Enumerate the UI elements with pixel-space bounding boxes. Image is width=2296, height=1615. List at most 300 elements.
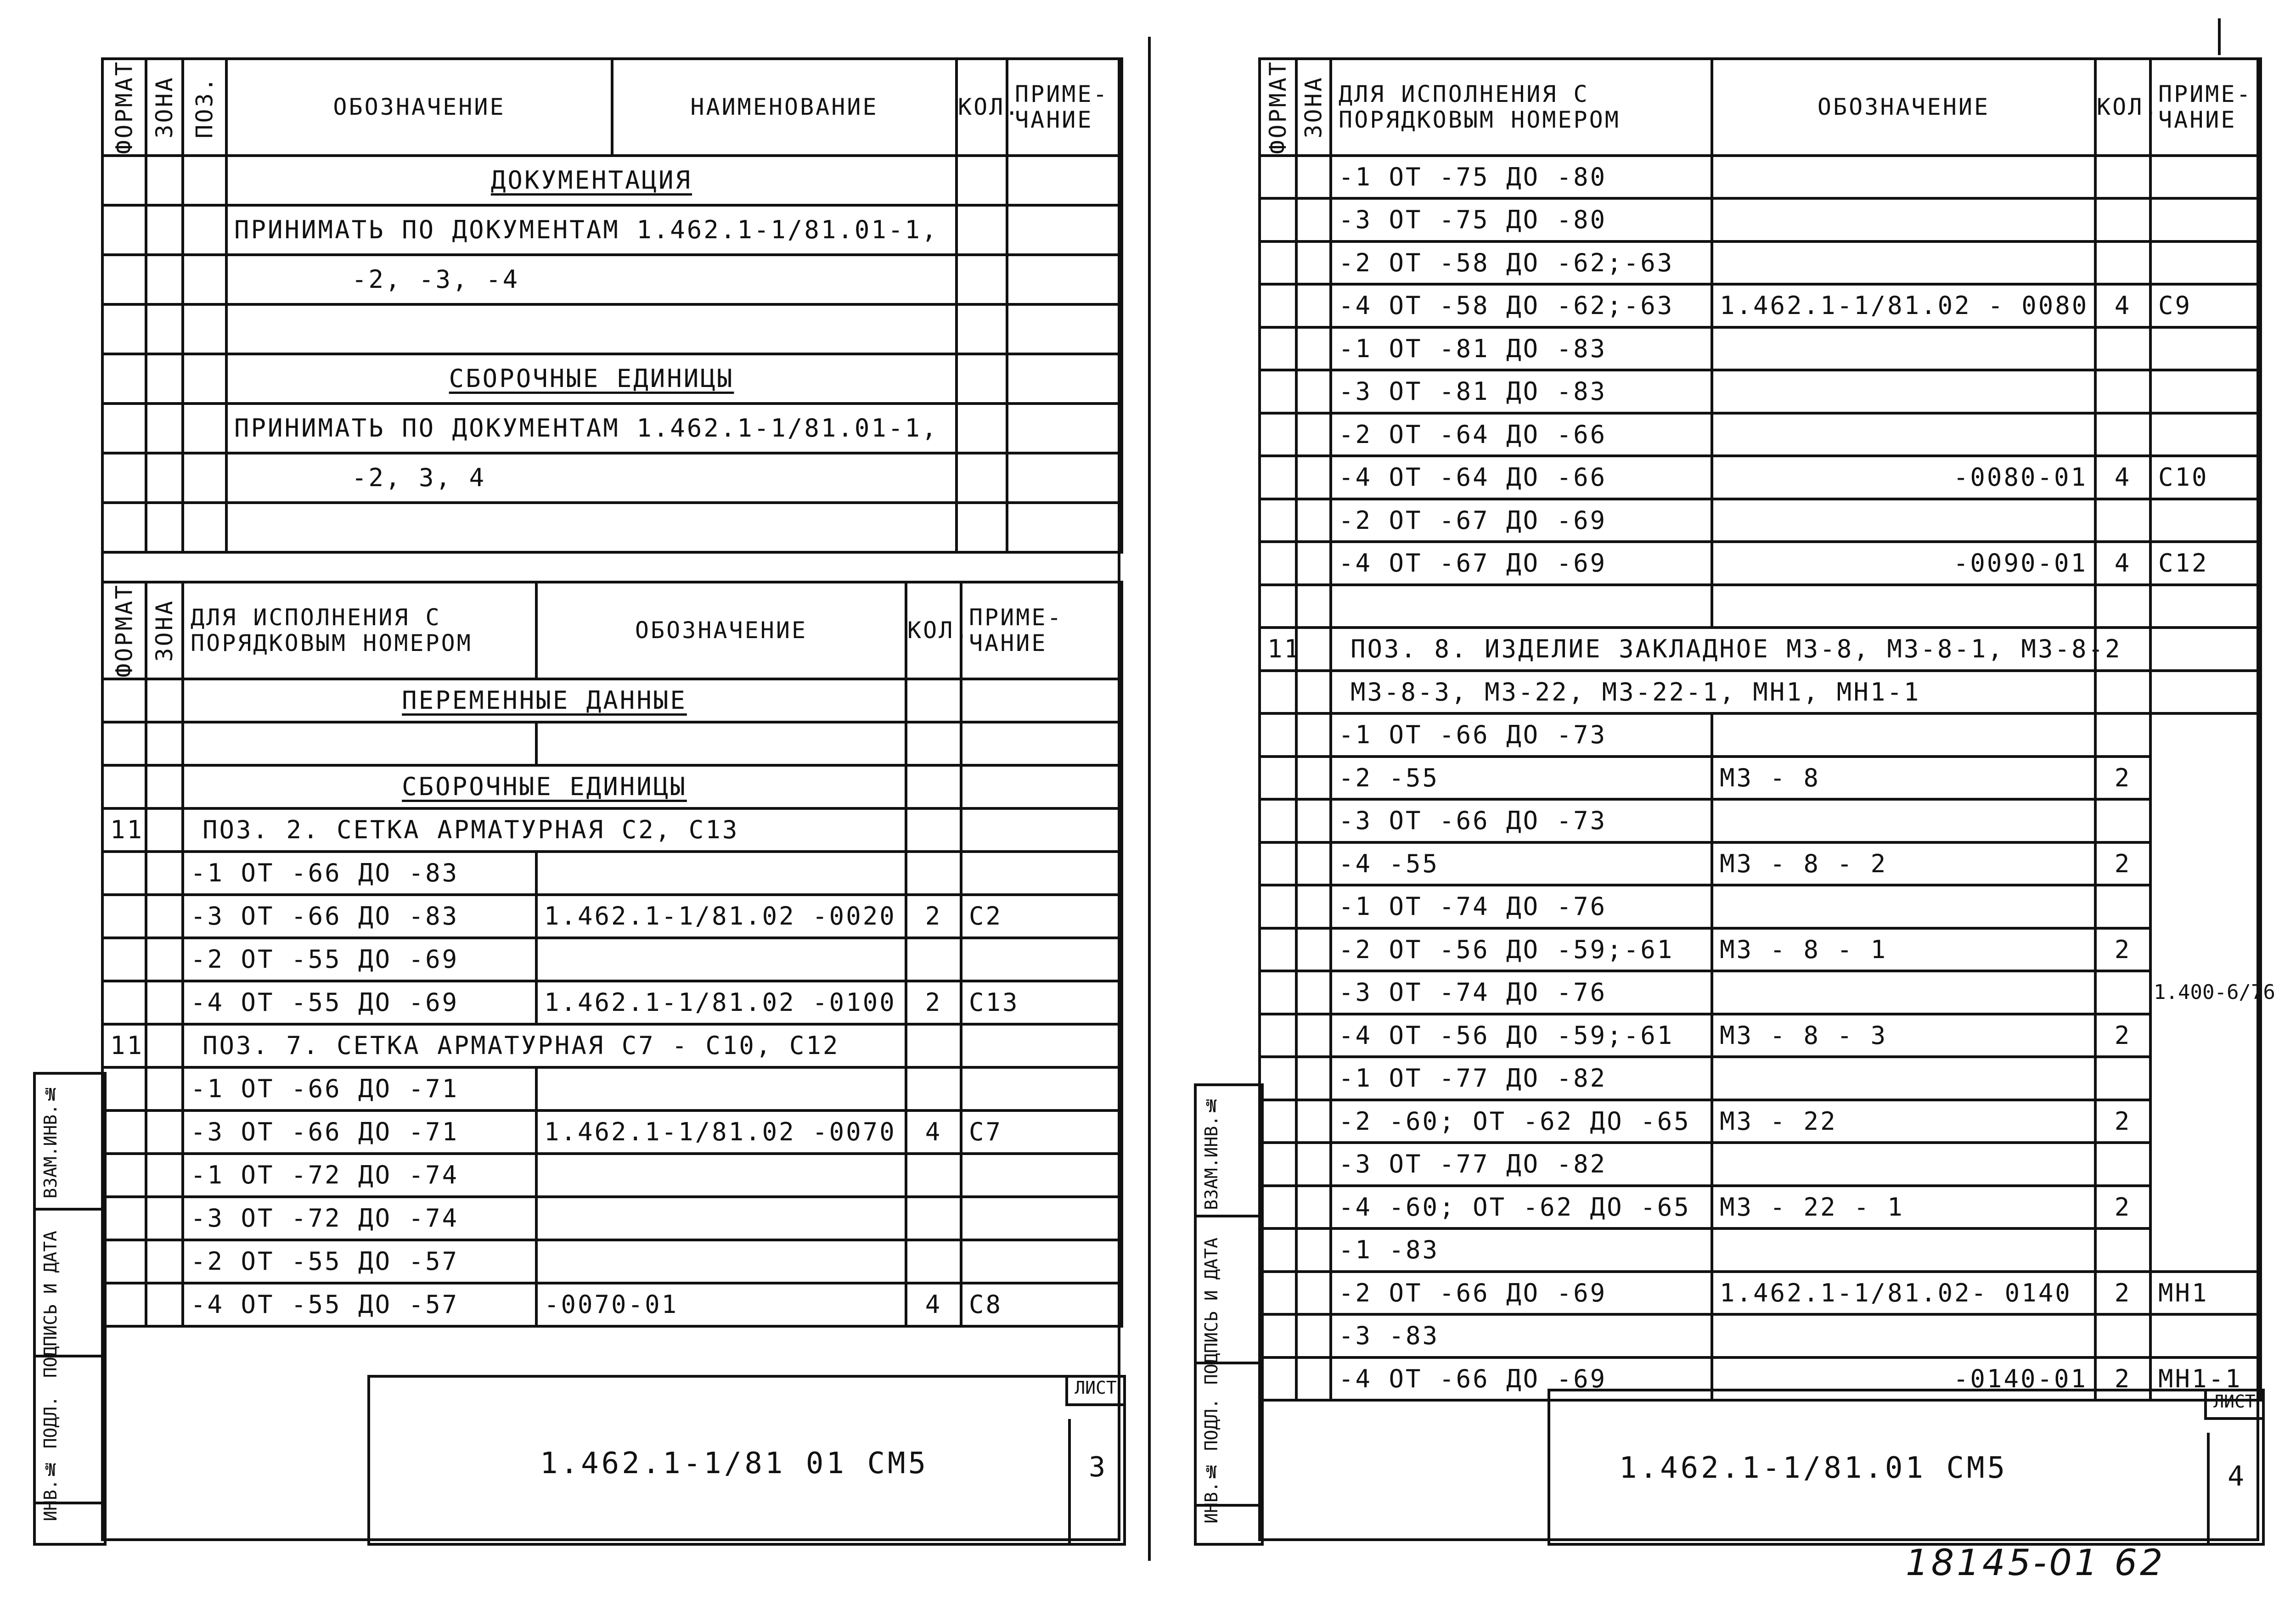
- table-row: [102, 354, 1122, 404]
- format-cell: [1260, 327, 1296, 370]
- zone-cell: [1296, 284, 1331, 327]
- empty-cell: [1007, 304, 1122, 354]
- empty-cell: [183, 453, 226, 503]
- designation-cell: [1712, 1314, 2095, 1357]
- execution-cell: -1 ОТ -81 ДО -83: [1331, 327, 1712, 370]
- designation-cell: МЗ - 8 - 2: [1712, 842, 2095, 886]
- designation-cell: [536, 938, 906, 981]
- note-cell: [2150, 413, 2261, 456]
- sheet-label: ЛИСТ: [1065, 1378, 1123, 1406]
- table-row: [102, 255, 1122, 304]
- designation-cell: МЗ - 22 - 1: [1712, 1186, 2095, 1229]
- table-header: [102, 59, 1122, 156]
- format-cell: [1260, 1228, 1296, 1272]
- zone-cell: [1296, 671, 1331, 714]
- format-cell: [1260, 585, 1296, 628]
- col-note-header: ПРИМЕ- ЧАНИЕ: [961, 582, 1122, 679]
- execution-cell: -4 ОТ -64 ДО -66: [1331, 456, 1712, 499]
- col-format-header: ФОРМАТ: [102, 582, 146, 679]
- zone-cell: [146, 1067, 183, 1110]
- sheet-number: 3: [1068, 1419, 1123, 1543]
- empty-cell: [146, 354, 183, 404]
- document-code: 1.462.1-1/81.01 СМ5: [1619, 1451, 2008, 1485]
- table-header-3: [1260, 59, 2261, 156]
- execution-cell: -1 ОТ -66 ДО -83: [183, 852, 536, 895]
- note-cell: МН1: [2150, 1272, 2261, 1315]
- format-cell: [1260, 413, 1296, 456]
- zone-cell: [1296, 413, 1331, 456]
- format-cell: [1260, 1272, 1296, 1315]
- zone-cell: [146, 1240, 183, 1283]
- zone-cell: [1296, 1357, 1331, 1401]
- zone-cell: [146, 808, 183, 852]
- execution-cell: [1331, 585, 1712, 628]
- zone-cell: [146, 1024, 183, 1067]
- empty-cell: [957, 354, 1007, 404]
- side-band-right: [1194, 1083, 1264, 1546]
- empty-cell: [102, 205, 146, 255]
- designation-cell: [1712, 885, 2095, 928]
- format-cell: [1260, 370, 1296, 413]
- vzam-label: ВЗАМ.ИНВ.№: [40, 1084, 61, 1199]
- table-row: [1260, 799, 2261, 842]
- empty-cell: [102, 404, 146, 453]
- note-cell: [2150, 499, 2261, 542]
- position-heading: МЗ-8-3, МЗ-22, МЗ-22-1, МН1, МН1-1: [1331, 671, 2095, 714]
- inv-podl-label: ИНВ.№ ПОДЛ.: [1201, 1398, 1221, 1524]
- empty-cell: [1007, 354, 1122, 404]
- execution-cell: [183, 722, 536, 765]
- quantity-cell: [2095, 1314, 2150, 1357]
- empty-cell: [102, 255, 146, 304]
- execution-cell: -2 -55: [1331, 757, 1712, 800]
- quantity-cell: 4: [906, 1110, 961, 1154]
- designation-cell: [1712, 1228, 2095, 1272]
- col-zone-header: ЗОНА: [146, 59, 183, 156]
- format-cell: [1260, 1057, 1296, 1100]
- empty-cell: [183, 354, 226, 404]
- note-cell: [961, 1240, 1122, 1283]
- execution-cell: -4 -60; ОТ -62 ДО -65: [1331, 1186, 1712, 1229]
- text-line: ПРИНИМАТЬ ПО ДОКУМЕНТАМ 1.462.1-1/81.01-1,: [226, 404, 957, 453]
- zone-cell: [1296, 499, 1331, 542]
- note-cell: [2150, 327, 2261, 370]
- format-cell: [1260, 1100, 1296, 1143]
- quantity-cell: [2095, 156, 2150, 199]
- zone-cell: [1296, 757, 1331, 800]
- designation-cell: [536, 1240, 906, 1283]
- quantity-cell: 2: [2095, 842, 2150, 886]
- table-row: [1260, 971, 2261, 1014]
- execution-cell: -2 ОТ -56 ДО -59;-61: [1331, 928, 1712, 971]
- quantity-cell: 2: [2095, 1186, 2150, 1229]
- position-heading: ПОЗ. 8. ИЗДЕЛИЕ ЗАКЛАДНОЕ МЗ-8, МЗ-8-1, МЗ-8-2: [1331, 628, 2095, 671]
- format-cell: [1260, 499, 1296, 542]
- col-designation-header: ОБОЗНАЧЕНИЕ: [1712, 59, 2095, 156]
- zone-cell: [1296, 585, 1331, 628]
- designation-cell: [1712, 156, 2095, 199]
- format-cell: 11: [102, 1024, 146, 1067]
- zone-cell: [1296, 198, 1331, 241]
- merged-note-cell: 1.400-6/76: [2150, 713, 2261, 1272]
- zone-cell: [1296, 1228, 1331, 1272]
- designation-cell: [1712, 413, 2095, 456]
- zone-cell: [1296, 542, 1331, 585]
- empty-cell: [957, 404, 1007, 453]
- sheet-3: [101, 57, 1120, 1540]
- table-row: [1260, 370, 2261, 413]
- empty-cell: [906, 765, 961, 808]
- section-heading-text: СБОРОЧНЫЕ ЕДИНИЦЫ: [449, 364, 734, 393]
- empty-cell: [146, 205, 183, 255]
- execution-cell: -2 ОТ -58 ДО -62;-63: [1331, 241, 1712, 285]
- note-cell: [961, 1197, 1122, 1240]
- table-row: [102, 156, 1122, 205]
- text-line: ПРИНИМАТЬ ПО ДОКУМЕНТАМ 1.462.1-1/81.01-1,: [226, 205, 957, 255]
- zone-cell: [146, 895, 183, 938]
- section-heading: [226, 354, 957, 404]
- table-row: [102, 895, 1122, 938]
- table-row: [102, 679, 1122, 722]
- format-cell: [1260, 198, 1296, 241]
- format-cell: [1260, 842, 1296, 886]
- zone-cell: [146, 938, 183, 981]
- sheet-number: 4: [2207, 1433, 2262, 1543]
- designation-cell: 1.462.1-1/81.02 -0100: [536, 981, 906, 1024]
- text-line: [226, 503, 957, 552]
- designation-cell: МЗ - 8: [1712, 757, 2095, 800]
- note-cell: С8: [961, 1283, 1122, 1326]
- table-header-2: [102, 582, 1122, 679]
- empty-cell: [957, 205, 1007, 255]
- empty-cell: [183, 255, 226, 304]
- format-cell: [102, 938, 146, 981]
- note-cell: [2150, 1314, 2261, 1357]
- designation-cell: [1712, 370, 2095, 413]
- note-cell: [2150, 370, 2261, 413]
- table-row: [1260, 1228, 2261, 1272]
- col-qty-header: КОЛ.: [906, 582, 961, 679]
- quantity-cell: 2: [2095, 1100, 2150, 1143]
- designation-cell: [1712, 585, 2095, 628]
- empty-cell: [906, 1024, 961, 1067]
- format-cell: [102, 981, 146, 1024]
- execution-cell: -1 ОТ -74 ДО -76: [1331, 885, 1712, 928]
- col-exec-header: ДЛЯ ИСПОЛНЕНИЯ С ПОРЯДКОВЫМ НОМЕРОМ: [183, 582, 536, 679]
- quantity-cell: 2: [2095, 1357, 2150, 1401]
- table-row: [102, 722, 1122, 765]
- format-cell: [1260, 885, 1296, 928]
- note-cell: [2150, 156, 2261, 199]
- note-cell: С2: [961, 895, 1122, 938]
- empty-cell: [183, 156, 226, 205]
- text-line: [226, 304, 957, 354]
- empty-cell: [146, 255, 183, 304]
- note-cell: [2150, 585, 2261, 628]
- execution-cell: -4 ОТ -67 ДО -69: [1331, 542, 1712, 585]
- designation-cell: [1712, 241, 2095, 285]
- note-cell: С13: [961, 981, 1122, 1024]
- spec-table-top: [101, 57, 1123, 554]
- zone-cell: [146, 1154, 183, 1197]
- execution-cell: -3 ОТ -75 ДО -80: [1331, 198, 1712, 241]
- format-cell: [1260, 928, 1296, 971]
- variable-data-table: [101, 581, 1123, 1328]
- empty-cell: [1007, 205, 1122, 255]
- quantity-cell: [2095, 713, 2150, 757]
- empty-cell: [1007, 255, 1122, 304]
- execution-cell: -3 ОТ -66 ДО -71: [183, 1110, 536, 1154]
- format-cell: 11: [1260, 628, 1296, 671]
- quantity-cell: [2095, 499, 2150, 542]
- format-cell: [1260, 1357, 1296, 1401]
- quantity-cell: 2: [2095, 928, 2150, 971]
- title-block-stamp: [367, 1375, 1126, 1546]
- quantity-cell: 2: [906, 895, 961, 938]
- col-zone-header: ЗОНА: [1296, 59, 1331, 156]
- execution-cell: -2 ОТ -64 ДО -66: [1331, 413, 1712, 456]
- format-cell: [102, 1240, 146, 1283]
- empty-cell: [906, 679, 961, 722]
- table-row: [102, 765, 1122, 808]
- note-cell: С9: [2150, 284, 2261, 327]
- note-cell: [961, 938, 1122, 981]
- note-cell: С10: [2150, 456, 2261, 499]
- empty-cell: [146, 304, 183, 354]
- designation-cell: 1.462.1-1/81.02- 0140: [1712, 1272, 2095, 1315]
- table-row: [1260, 542, 2261, 585]
- zone-cell: [1296, 842, 1331, 886]
- section-heading: [183, 765, 906, 808]
- quantity-cell: [2095, 413, 2150, 456]
- table-row: [102, 808, 1122, 852]
- designation-cell: [1712, 1057, 2095, 1100]
- execution-cell: -4 -55: [1331, 842, 1712, 886]
- empty-cell: [957, 255, 1007, 304]
- sheet-label: ЛИСТ: [2204, 1391, 2262, 1420]
- empty-cell: [2150, 628, 2261, 671]
- section-heading-text: ПЕРЕМЕННЫЕ ДАННЫЕ: [402, 686, 687, 715]
- execution-cell: -3 ОТ -66 ДО -83: [183, 895, 536, 938]
- empty-cell: [957, 503, 1007, 552]
- table-row: [1260, 156, 2261, 199]
- position-heading: ПОЗ. 7. СЕТКА АРМАТУРНАЯ С7 - С10, С12: [183, 1024, 906, 1067]
- format-cell: [1260, 1143, 1296, 1186]
- format-cell: [1260, 241, 1296, 285]
- format-cell: [1260, 1186, 1296, 1229]
- fold-line: [1148, 37, 1151, 1561]
- position-heading: ПОЗ. 2. СЕТКА АРМАТУРНАЯ С2, С13: [183, 808, 906, 852]
- handwritten-archive-number: 18145-01 62: [1906, 1542, 2166, 1584]
- table-row: [1260, 885, 2261, 928]
- execution-cell: -3 ОТ -81 ДО -83: [1331, 370, 1712, 413]
- quantity-cell: [906, 1240, 961, 1283]
- format-cell: [1260, 671, 1296, 714]
- quantity-cell: 2: [2095, 757, 2150, 800]
- empty-cell: [146, 765, 183, 808]
- format-cell: [1260, 971, 1296, 1014]
- execution-cell: -1 ОТ -66 ДО -73: [1331, 713, 1712, 757]
- designation-cell: [1712, 198, 2095, 241]
- quantity-cell: [2095, 885, 2150, 928]
- quantity-cell: [2095, 370, 2150, 413]
- execution-cell: -4 ОТ -66 ДО -69: [1331, 1357, 1712, 1401]
- table-row: [102, 1154, 1122, 1197]
- note-cell: [961, 1154, 1122, 1197]
- quantity-cell: [906, 852, 961, 895]
- empty-cell: [183, 404, 226, 453]
- empty-cell: [2150, 671, 2261, 714]
- zone-cell: [1296, 241, 1331, 285]
- zone-cell: [146, 1283, 183, 1326]
- quantity-cell: 4: [2095, 284, 2150, 327]
- table-row: [1260, 628, 2261, 671]
- execution-cell: -3 ОТ -74 ДО -76: [1331, 971, 1712, 1014]
- execution-cell: -2 ОТ -67 ДО -69: [1331, 499, 1712, 542]
- note-cell: [2150, 241, 2261, 285]
- empty-cell: [102, 453, 146, 503]
- quantity-cell: [2095, 198, 2150, 241]
- format-cell: [1260, 713, 1296, 757]
- empty-cell: [1007, 503, 1122, 552]
- format-cell: [102, 1197, 146, 1240]
- note-cell: МН1-1: [2150, 1357, 2261, 1401]
- execution-cell: -2 -60; ОТ -62 ДО -65: [1331, 1100, 1712, 1143]
- col-designation-header: ОБОЗНАЧЕНИЕ: [536, 582, 906, 679]
- execution-cell: -2 ОТ -55 ДО -57: [183, 1240, 536, 1283]
- table-row: [102, 304, 1122, 354]
- execution-cell: -3 ОТ -77 ДО -82: [1331, 1143, 1712, 1186]
- empty-cell: [102, 304, 146, 354]
- format-cell: [1260, 456, 1296, 499]
- empty-cell: [2095, 671, 2150, 714]
- note-cell: [2150, 198, 2261, 241]
- zone-cell: [1296, 971, 1331, 1014]
- designation-cell: МЗ - 22: [1712, 1100, 2095, 1143]
- quantity-cell: [2095, 1143, 2150, 1186]
- designation-cell: -0140-01: [1712, 1357, 2095, 1401]
- zone-cell: [1296, 1057, 1331, 1100]
- table-row: [102, 404, 1122, 453]
- table-row: [1260, 1272, 2261, 1315]
- col-format-header: ФОРМАТ: [1260, 59, 1296, 156]
- empty-cell: [146, 503, 183, 552]
- zone-cell: [1296, 885, 1331, 928]
- empty-cell: [961, 765, 1122, 808]
- table-row: [102, 205, 1122, 255]
- zone-cell: [1296, 1014, 1331, 1057]
- zone-cell: [146, 981, 183, 1024]
- quantity-cell: [2095, 799, 2150, 842]
- note-cell: С12: [2150, 542, 2261, 585]
- designation-cell: -0080-01: [1712, 456, 2095, 499]
- table-row: [1260, 1314, 2261, 1357]
- side-band-left: [33, 1072, 107, 1546]
- section-heading: [183, 679, 906, 722]
- format-cell: [102, 1283, 146, 1326]
- table-row: [102, 1024, 1122, 1067]
- table-row: [1260, 241, 2261, 285]
- execution-cell: -2 ОТ -55 ДО -69: [183, 938, 536, 981]
- empty-cell: [102, 765, 146, 808]
- execution-cell: -1 ОТ -77 ДО -82: [1331, 1057, 1712, 1100]
- col-note-header: ПРИМЕ- ЧАНИЕ: [2150, 59, 2261, 156]
- table-row: [1260, 456, 2261, 499]
- text-line: -2, 3, 4: [226, 453, 957, 503]
- execution-cell: -3 ОТ -72 ДО -74: [183, 1197, 536, 1240]
- table-row: [102, 1197, 1122, 1240]
- empty-cell: [102, 156, 146, 205]
- designation-cell: [536, 1154, 906, 1197]
- format-cell: [102, 722, 146, 765]
- quantity-cell: [2095, 971, 2150, 1014]
- table-row: [1260, 1143, 2261, 1186]
- execution-cell: -4 ОТ -55 ДО -69: [183, 981, 536, 1024]
- table-row: [1260, 198, 2261, 241]
- designation-cell: 1.462.1-1/81.02 -0020: [536, 895, 906, 938]
- quantity-cell: [2095, 585, 2150, 628]
- execution-cell: -4 ОТ -55 ДО -57: [183, 1283, 536, 1326]
- format-cell: [102, 1110, 146, 1154]
- note-cell: [961, 722, 1122, 765]
- title-block-stamp-2: [1548, 1389, 2265, 1546]
- designation-cell: [536, 852, 906, 895]
- empty-cell: [1007, 156, 1122, 205]
- designation-cell: [536, 1067, 906, 1110]
- empty-cell: [961, 1024, 1122, 1067]
- empty-cell: [957, 156, 1007, 205]
- empty-cell: [961, 808, 1122, 852]
- table-row: [102, 981, 1122, 1024]
- zone-cell: [1296, 456, 1331, 499]
- table-row: [1260, 413, 2261, 456]
- quantity-cell: 4: [906, 1283, 961, 1326]
- quantity-cell: [906, 938, 961, 981]
- execution-cell: -1 ОТ -72 ДО -74: [183, 1154, 536, 1197]
- table-row: [1260, 585, 2261, 628]
- note-cell: С7: [961, 1110, 1122, 1154]
- zone-cell: [1296, 1186, 1331, 1229]
- zone-cell: [1296, 1314, 1331, 1357]
- podpis-label: ПОДПИСЬ И ДАТА: [1201, 1238, 1221, 1385]
- table-row: [102, 1283, 1122, 1326]
- table-row: [1260, 928, 2261, 971]
- quantity-cell: 4: [2095, 456, 2150, 499]
- note-cell: [961, 1067, 1122, 1110]
- table-row: [1260, 842, 2261, 886]
- empty-cell: [183, 205, 226, 255]
- zone-cell: [1296, 628, 1331, 671]
- format-cell: [102, 1154, 146, 1197]
- inv-podl-label: ИНВ.№ ПОДЛ.: [40, 1396, 61, 1521]
- zone-cell: [1296, 156, 1331, 199]
- corner-mark: [2218, 18, 2221, 55]
- designation-cell: [1712, 971, 2095, 1014]
- table-row: [1260, 1014, 2261, 1057]
- table-row: [102, 1110, 1122, 1154]
- table-row: [1260, 327, 2261, 370]
- execution-cell: -3 -83: [1331, 1314, 1712, 1357]
- designation-cell: [536, 1197, 906, 1240]
- quantity-cell: [2095, 1228, 2150, 1272]
- designation-cell: 1.462.1-1/81.02 - 0080: [1712, 284, 2095, 327]
- format-cell: [1260, 284, 1296, 327]
- empty-cell: [957, 304, 1007, 354]
- quantity-cell: [2095, 241, 2150, 285]
- zone-cell: [1296, 1100, 1331, 1143]
- zone-cell: [146, 852, 183, 895]
- quantity-cell: 2: [2095, 1272, 2150, 1315]
